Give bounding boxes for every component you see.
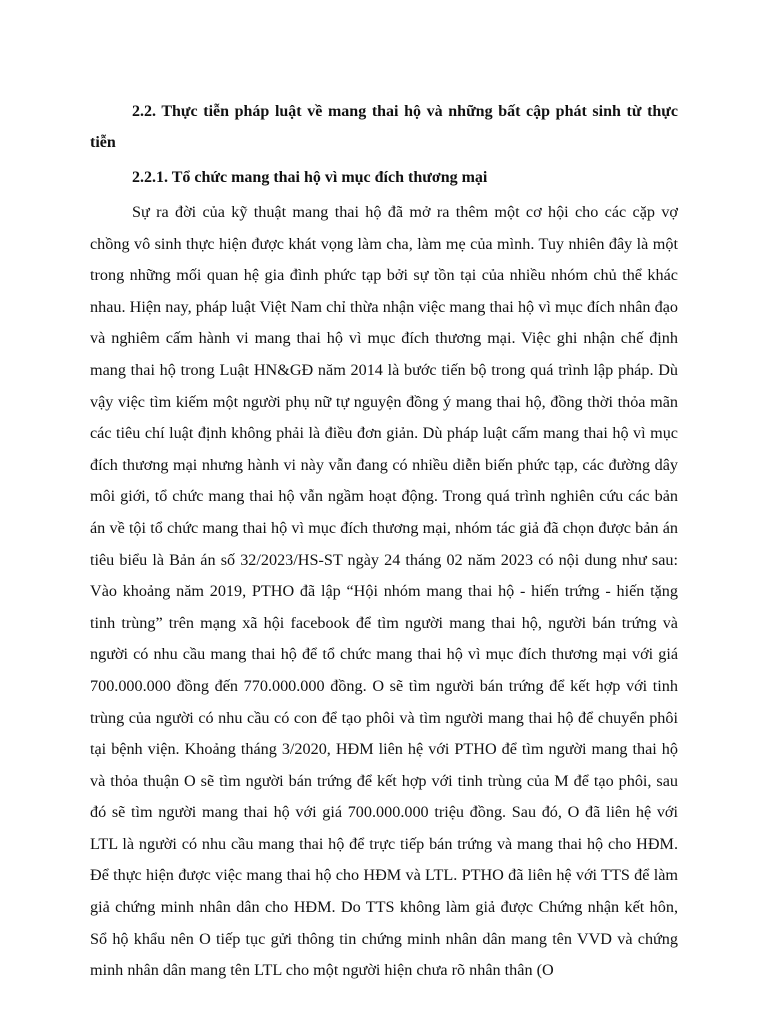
- document-page: [90, 96, 678, 987]
- subsection-heading: 2.2.1. Tổ chức mang thai hộ vì mục đích thương mại: [132, 169, 488, 186]
- body-paragraph: Sự ra đời của kỹ thuật mang thai hộ đã mở ra thêm một cơ hội cho các cặp vợ chồng vô sinh thực hiện được khát vọng làm cha, làm mẹ của mình. Tuy nhiên đây là một trong những mối quan hệ gia đình phức tạp bởi sự tồn tại của nhiều nhóm chủ thể khác nhau. Hiện nay, pháp luật Việt Nam chỉ thừa nhận việc mang thai hộ vì mục đích nhân đạo và nghiêm cấm hành vi mang thai hộ vì mục đích thương mại. Việc ghi nhận chế định mang thai hộ trong Luật HN&GĐ năm 2014 là bước tiến bộ trong quá trình lập pháp. Dù vậy việc tìm kiếm một người phụ nữ tự nguyện đồng ý mang thai hộ, đồng thời thỏa mãn các tiêu chí luật định không phải là điều đơn giản. Dù pháp luật cấm mang thai hộ vì mục đích thương mại nhưng hành vi này vẫn đang có nhiều diễn biến phức tạp, các đường dây môi giới, tổ chức mang thai hộ vẫn ngầm hoạt động. Trong quá trình nghiên cứu các bản án về tội tổ chức mang thai hộ vì mục đích thương mại, nhóm tác giả đã chọn được bản án tiêu biểu là Bản án số 32/2023/HS-ST ngày 24 tháng 02 năm 2023 có nội dung như sau: Vào khoảng năm 2019, PTHO đã lập “Hội nhóm mang thai hộ - hiến trứng - hiến tặng tinh trùng” trên mạng xã hội facebook để tìm người mang thai hộ, người bán trứng và người có nhu cầu mang thai hộ để tổ chức mang thai hộ vì mục đích thương mại với giá 700.000.000 đồng đến 770.000.000 đồng. O sẽ tìm người bán trứng để kết hợp với tinh trùng của người có nhu cầu có con để tạo phôi và tìm người mang thai hộ để chuyển phôi tại bệnh viện. Khoảng tháng 3/2020, HĐM liên hệ với PTHO để tìm người mang thai hộ và thỏa thuận O sẽ tìm người bán trứng để kết hợp với tinh trùng của M để tạo phôi, sau đó sẽ tìm người mang thai hộ với giá 700.000.000 triệu đồng. Sau đó, O đã liên hệ với LTL là người có nhu cầu mang thai hộ để trực tiếp bán trứng và mang thai hộ cho HĐM. Để thực hiện được việc mang thai hộ cho HĐM và LTL. PTHO đã liên hệ với TTS để làm giả chứng minh nhân dân cho HĐM. Do TTS không làm giả được Chứng nhận kết hôn, Sổ hộ khẩu nên O tiếp tục gửi thông tin chứng minh nhân dân mang tên VVD và chứng minh nhân dân mang tên LTL cho một người hiện chưa rõ nhân thân (O: [90, 203, 678, 980]
- section-heading: 2.2. Thực tiễn pháp luật về mang thai hộ và những bất cập phát sinh từ thực tiễn: [90, 103, 678, 151]
